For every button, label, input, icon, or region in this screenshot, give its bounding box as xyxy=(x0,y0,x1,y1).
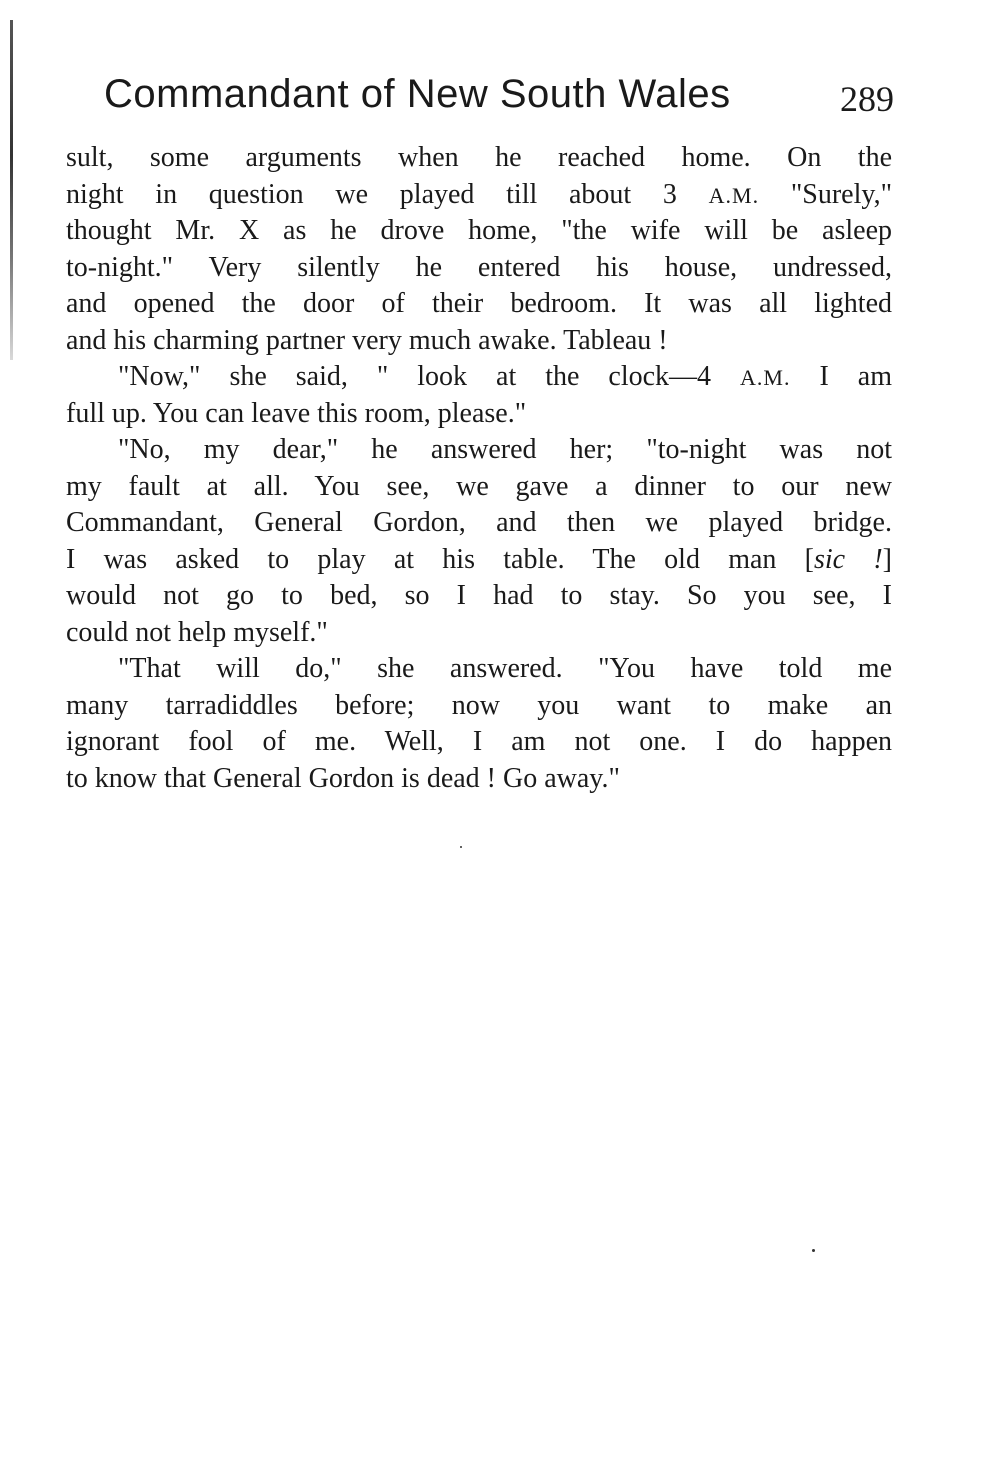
paragraph-1 xyxy=(66,140,892,359)
text-line: to know that General Gordon is dead ! Go away." xyxy=(66,762,620,794)
text-line: full up. You can leave this room, please." xyxy=(66,397,527,429)
text-segment: ] xyxy=(882,543,892,575)
scan-speck xyxy=(812,1249,815,1252)
body-text xyxy=(66,140,892,797)
text-line xyxy=(66,542,892,579)
text-line: my fault at all. You see, we gave a dinner to our new xyxy=(66,470,892,502)
text-line: would not go to bed, so I had to stay. So you see, I xyxy=(66,580,892,611)
text-line: could not help myself." xyxy=(66,616,328,648)
scan-speck xyxy=(460,846,462,848)
page-header xyxy=(104,72,894,132)
paragraph-2 xyxy=(66,359,892,432)
page-binding-edge xyxy=(10,20,13,360)
text-line: Commandant, General Gordon, and then we played bridge. xyxy=(66,507,892,538)
text-line: many tarradiddles before; now you want to make an xyxy=(66,689,892,721)
text-segment: "Now," she said, " look at the clock—4 xyxy=(118,361,712,392)
text-line: "No, my dear," he answered her; "to-night was not xyxy=(118,434,892,465)
running-title: Commandant of New South Wales xyxy=(104,72,731,116)
text-line: sult, some arguments when he reached home. On the xyxy=(66,142,892,173)
text-line: and his charming partner very much awake. Tableau ! xyxy=(66,324,668,356)
time-abbreviation: A.M. xyxy=(708,182,760,208)
sic-annotation: sic ! xyxy=(813,543,883,575)
text-segment: night in question we played till about 3 xyxy=(66,178,677,210)
text-line: "That will do," she answered. "You have told me xyxy=(118,653,892,684)
text-segment: "Surely," xyxy=(790,178,893,210)
text-line: ignorant fool of me. Well, I am not one. I do happen xyxy=(66,726,892,757)
text-line: and opened the door of their bedroom. It was all lighted xyxy=(66,288,892,319)
paragraph-4 xyxy=(66,651,892,797)
page-number: 289 xyxy=(840,79,894,119)
text-line: to-night." Very silently he entered his house, undressed, xyxy=(66,251,892,283)
text-segment: I was asked to play at his table. The old man [ xyxy=(66,543,814,575)
paragraph-3 xyxy=(66,432,892,651)
text-segment: I am xyxy=(819,361,892,392)
text-line xyxy=(66,359,892,396)
text-line xyxy=(66,177,892,214)
time-abbreviation: A.M. xyxy=(740,365,791,390)
text-line: thought Mr. X as he drove home, "the wife will be asleep xyxy=(66,215,892,246)
